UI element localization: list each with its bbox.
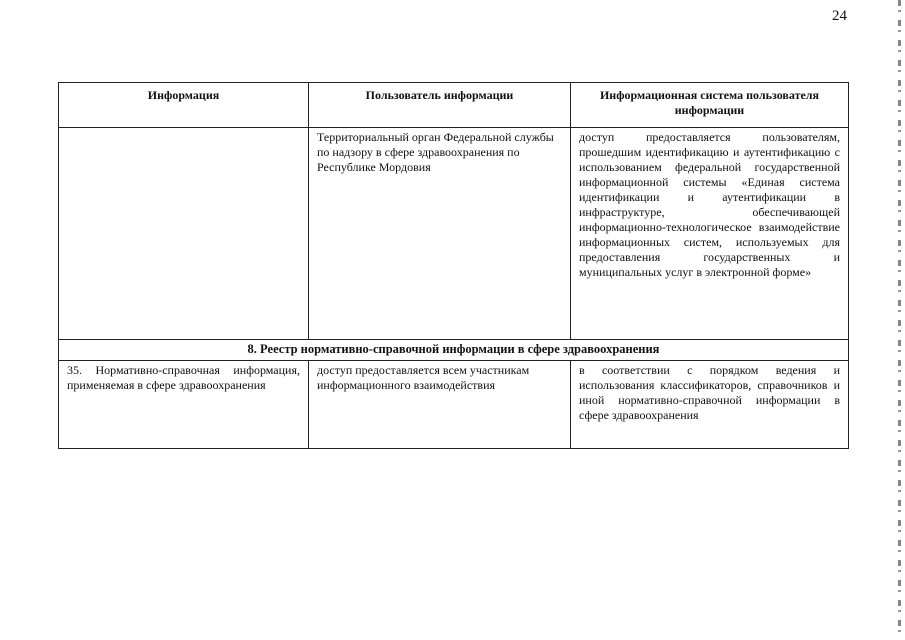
header-information-system: Информационная система пользователя информации — [571, 83, 849, 128]
cell-information — [59, 128, 309, 340]
cell-information: 35. Нормативно-справочная информация, применяемая в сфере здравоохранения — [59, 361, 309, 449]
header-user: Пользователь информации — [309, 83, 571, 128]
information-table — [58, 82, 849, 449]
scan-edge-artifact — [898, 0, 901, 640]
cell-user: доступ предоставляется всем участникам информационного взаимодействия — [309, 361, 571, 449]
header-information: Информация — [59, 83, 309, 128]
page-number: 24 — [832, 8, 847, 24]
table-row — [59, 128, 849, 340]
table-row — [59, 361, 849, 449]
cell-information-system: в соответствии с порядком ведения и использования классификаторов, справочников и иной нормативно-справочной информации в сфере здравоохранения — [571, 361, 849, 449]
section-heading-row — [59, 340, 849, 361]
table-header-row — [59, 83, 849, 128]
cell-user: Территориальный орган Федеральной службы по надзору в сфере здравоохранения по Республике Мордовия — [309, 128, 571, 340]
cell-information-system: доступ предоставляется пользователям, прошедшим идентификацию и аутентификацию с использованием федеральной государственной информационной системы «Единая система идентификации и аутентификации в инфраструктуре, обеспечивающей информационно-технологическое взаимодействие информационных систем, используемых для предоставления государственных и муниципальных услуг в электронной форме» — [571, 128, 849, 340]
section-heading: 8. Реестр нормативно-справочной информации в сфере здравоохранения — [59, 340, 849, 361]
